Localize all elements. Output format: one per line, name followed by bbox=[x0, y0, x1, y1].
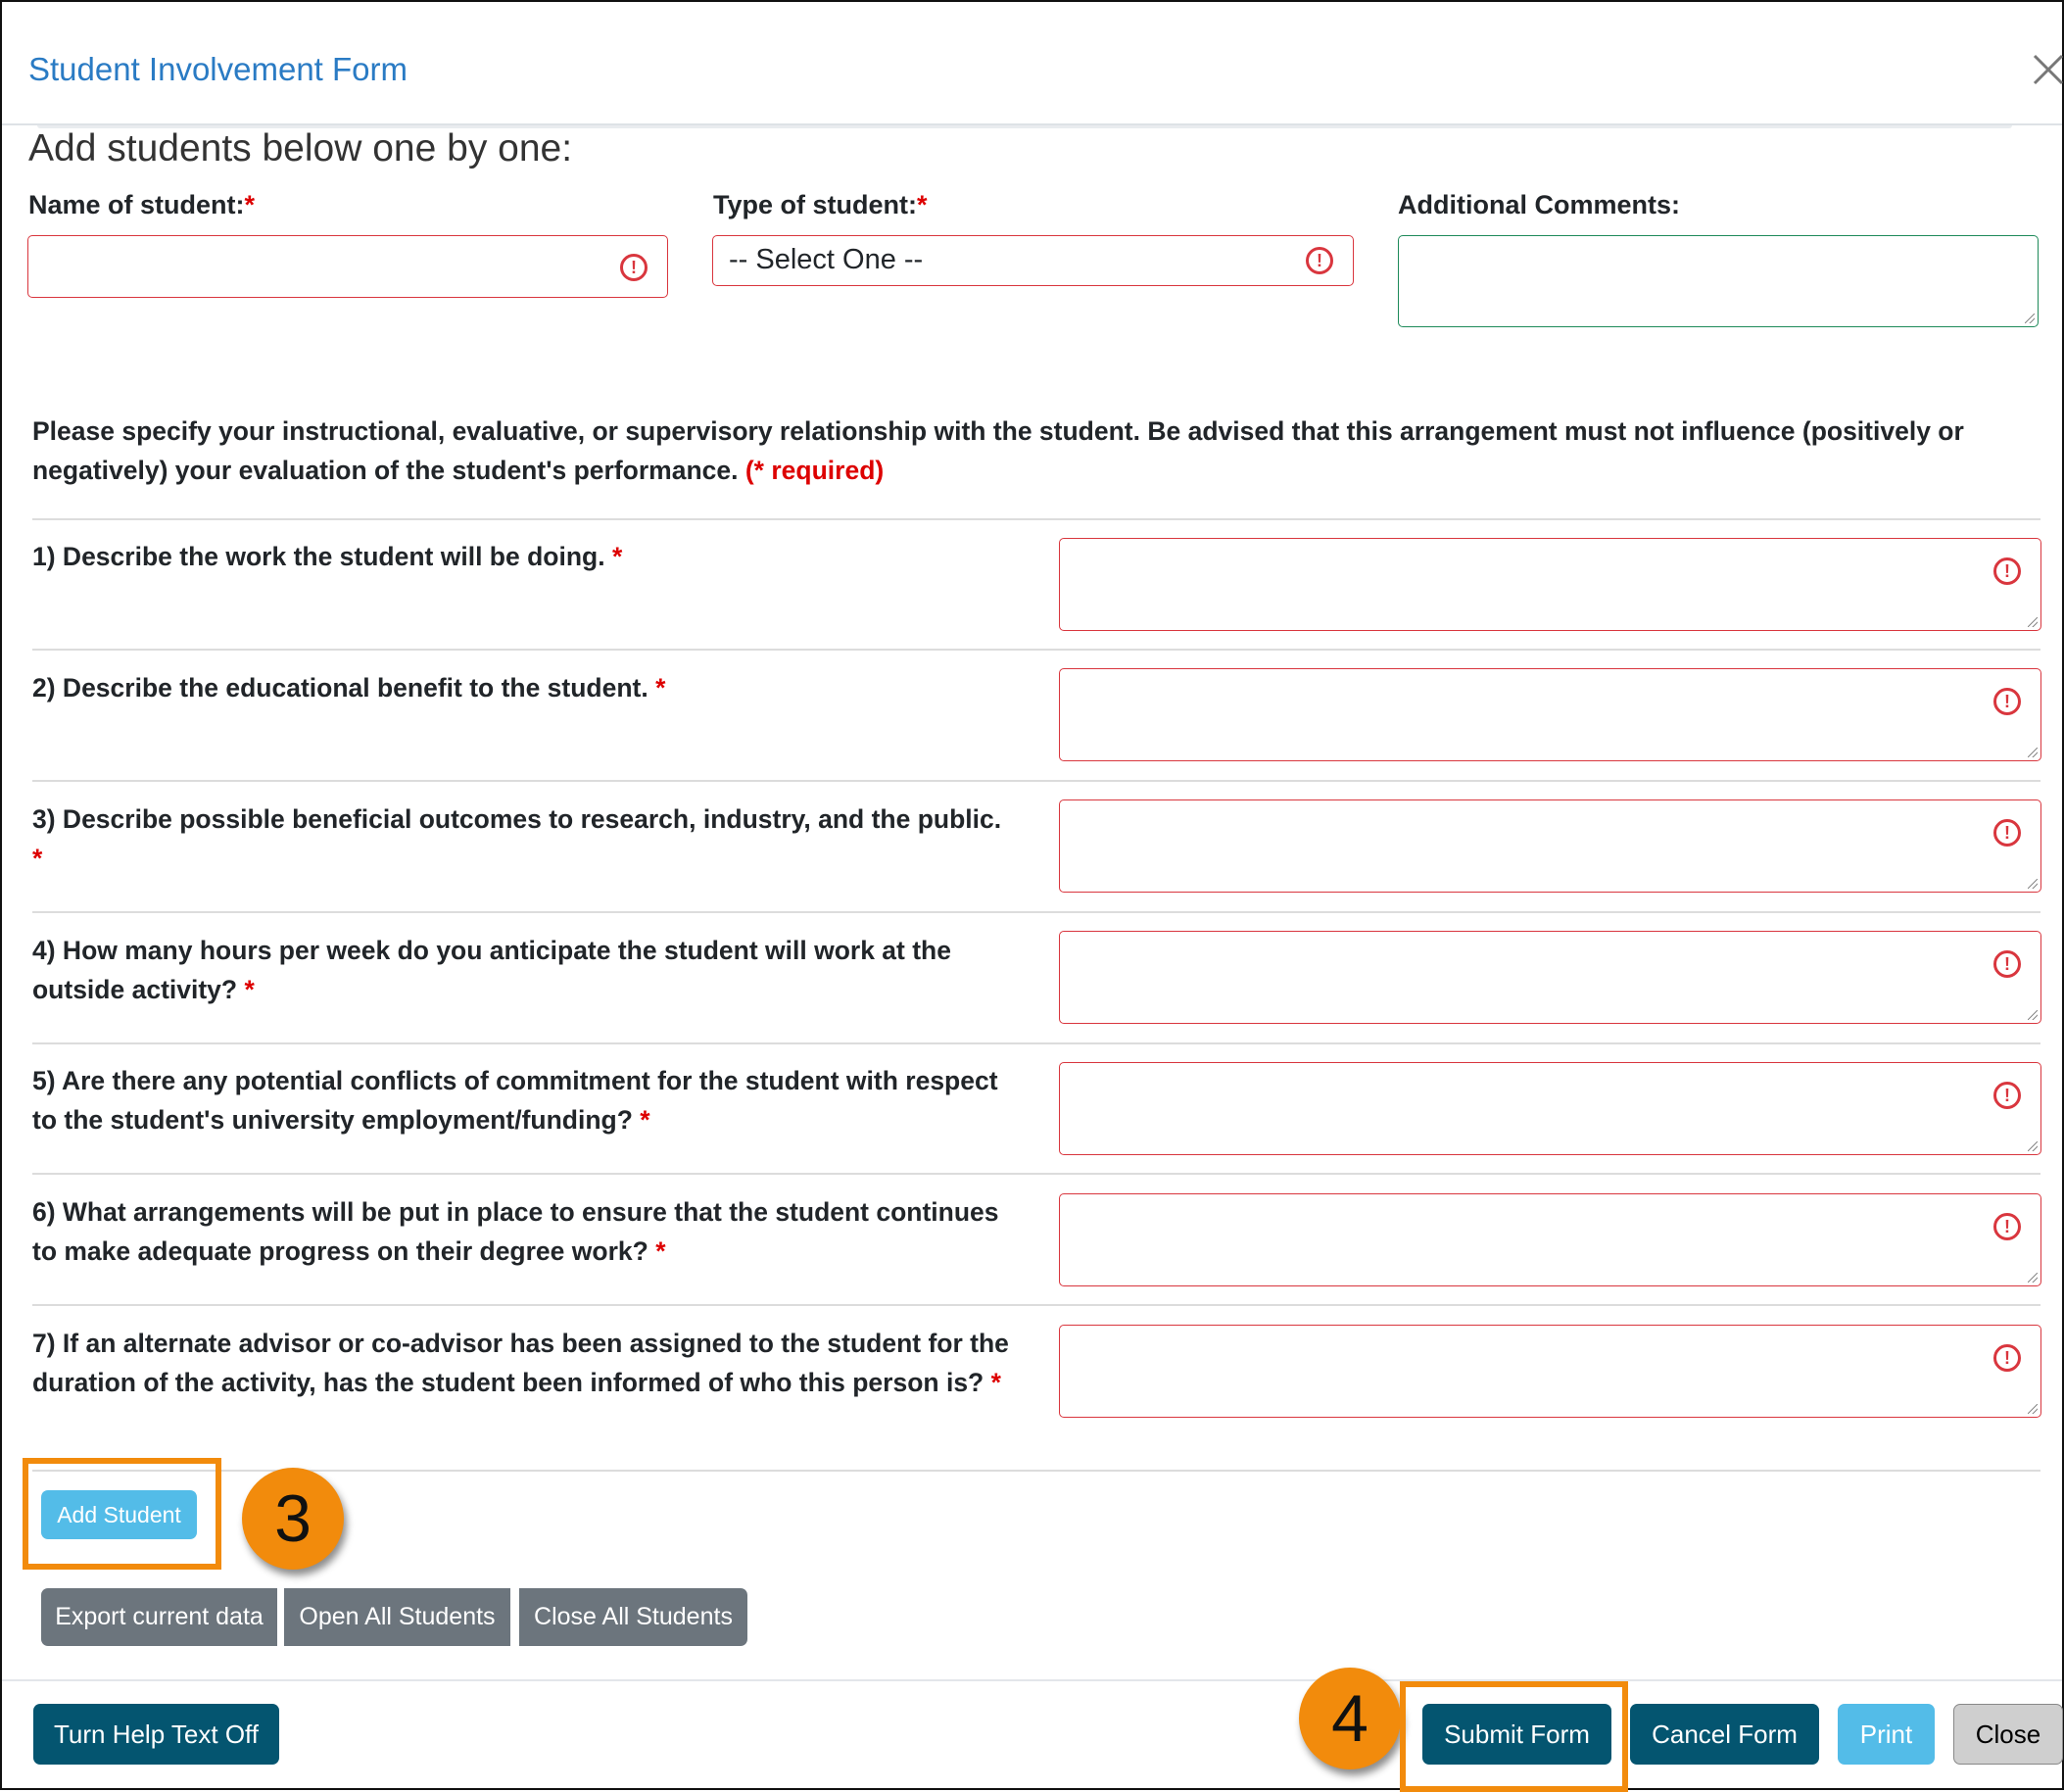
cancel-form-button[interactable]: Cancel Form bbox=[1630, 1704, 1819, 1765]
required-asterisk: * bbox=[640, 1105, 650, 1135]
resize-handle-icon[interactable] bbox=[2028, 1010, 2038, 1020]
exclamation-circle-icon: ! bbox=[1993, 1082, 2021, 1109]
question-7-label bbox=[32, 1324, 1012, 1402]
instructions-text bbox=[32, 412, 2021, 490]
close-all-students-button[interactable]: Close All Students bbox=[519, 1588, 747, 1646]
question-1-textarea[interactable] bbox=[1059, 538, 2041, 631]
submit-form-button[interactable]: Submit Form bbox=[1422, 1704, 1611, 1765]
resize-handle-icon[interactable] bbox=[2028, 748, 2038, 757]
export-current-data-button[interactable]: Export current data bbox=[41, 1588, 277, 1646]
dialog-title: Student Involvement Form bbox=[28, 51, 408, 87]
question-text: 2) Describe the educational benefit to the student. bbox=[32, 673, 648, 702]
question-2-label bbox=[32, 668, 1012, 707]
question-4-label bbox=[32, 931, 1012, 1009]
question-text: 7) If an alternate advisor or co-advisor has been assigned to the student for the duration of the activity, has the student been informed of who this person is? bbox=[32, 1329, 1009, 1397]
student-name-input[interactable] bbox=[27, 235, 668, 298]
open-all-students-button[interactable]: Open All Students bbox=[284, 1588, 510, 1646]
step-4-badge: 4 bbox=[1299, 1668, 1401, 1769]
question-5-label bbox=[32, 1061, 1012, 1139]
question-text: 6) What arrangements will be put in place to ensure that the student continues to make adequate progress on their degree work? bbox=[32, 1197, 999, 1266]
footer-divider bbox=[2, 1679, 2062, 1681]
question-text: 3) Describe possible beneficial outcomes to research, industry, and the public. bbox=[32, 804, 1002, 834]
name-label bbox=[28, 190, 255, 220]
required-asterisk: * bbox=[655, 1236, 666, 1266]
section-heading: Add students below one by one: bbox=[28, 127, 573, 170]
exclamation-circle-icon: ! bbox=[1993, 950, 2021, 978]
required-note: (* required) bbox=[744, 456, 885, 485]
resize-handle-icon[interactable] bbox=[2025, 314, 2035, 323]
divider bbox=[32, 1173, 2040, 1175]
divider bbox=[32, 1042, 2040, 1044]
exclamation-circle-icon: ! bbox=[1993, 819, 2021, 847]
required-asterisk: * bbox=[244, 190, 256, 219]
resize-handle-icon[interactable] bbox=[2028, 1273, 2038, 1283]
select-value: -- Select One -- bbox=[729, 244, 924, 275]
type-label-text: Type of student: bbox=[713, 190, 917, 219]
question-6-textarea[interactable] bbox=[1059, 1193, 2041, 1286]
turn-help-text-off-button[interactable]: Turn Help Text Off bbox=[33, 1704, 279, 1765]
question-3-textarea[interactable] bbox=[1059, 799, 2041, 893]
question-7-textarea[interactable] bbox=[1059, 1325, 2041, 1418]
question-5-textarea[interactable] bbox=[1059, 1062, 2041, 1155]
close-button[interactable]: Close bbox=[1953, 1704, 2063, 1765]
instructions-body: Please specify your instructional, evaluative, or supervisory relationship with the student. Be advised that this arrangement must not influence (positively or negatively) your evaluation of the student's performance. bbox=[32, 416, 1964, 485]
exclamation-circle-icon: ! bbox=[1306, 247, 1333, 274]
question-text: 5) Are there any potential conflicts of commitment for the student with respect to the student's university employment/funding? bbox=[32, 1066, 998, 1135]
question-3-label bbox=[32, 799, 1012, 878]
required-asterisk: * bbox=[655, 673, 666, 702]
question-text: 1) Describe the work the student will be doing. bbox=[32, 542, 605, 571]
name-label-text: Name of student: bbox=[28, 190, 245, 219]
divider bbox=[32, 1470, 2040, 1472]
required-asterisk: * bbox=[916, 190, 928, 219]
exclamation-circle-icon: ! bbox=[1993, 1344, 2021, 1372]
comments-label: Additional Comments: bbox=[1398, 190, 1680, 219]
resize-handle-icon[interactable] bbox=[2028, 879, 2038, 889]
required-asterisk: * bbox=[990, 1368, 1001, 1397]
divider bbox=[32, 1304, 2040, 1306]
step-3-badge: 3 bbox=[242, 1468, 344, 1570]
question-4-textarea[interactable] bbox=[1059, 931, 2041, 1024]
question-text: 4) How many hours per week do you anticipate the student will work at the outside activity? bbox=[32, 936, 951, 1004]
question-2-textarea[interactable] bbox=[1059, 668, 2041, 761]
divider bbox=[32, 911, 2040, 913]
exclamation-circle-icon: ! bbox=[1993, 557, 2021, 585]
required-asterisk: * bbox=[611, 542, 623, 571]
exclamation-circle-icon: ! bbox=[1993, 688, 2021, 715]
exclamation-circle-icon: ! bbox=[1993, 1213, 2021, 1240]
student-type-select[interactable] bbox=[712, 235, 1354, 286]
divider bbox=[32, 518, 2040, 520]
question-1-label bbox=[32, 537, 1012, 576]
add-student-button[interactable]: Add Student bbox=[41, 1490, 197, 1539]
print-button[interactable]: Print bbox=[1838, 1704, 1935, 1765]
type-label bbox=[713, 190, 928, 220]
question-6-label bbox=[32, 1192, 1012, 1271]
required-asterisk: * bbox=[32, 844, 43, 873]
resize-handle-icon[interactable] bbox=[2028, 1404, 2038, 1414]
exclamation-circle-icon: ! bbox=[620, 254, 648, 281]
divider bbox=[32, 780, 2040, 782]
resize-handle-icon[interactable] bbox=[2028, 617, 2038, 627]
close-x-icon[interactable] bbox=[2032, 53, 2064, 86]
required-asterisk: * bbox=[244, 975, 255, 1004]
additional-comments-textarea[interactable] bbox=[1398, 235, 2039, 327]
divider bbox=[32, 649, 2040, 651]
resize-handle-icon[interactable] bbox=[2028, 1141, 2038, 1151]
